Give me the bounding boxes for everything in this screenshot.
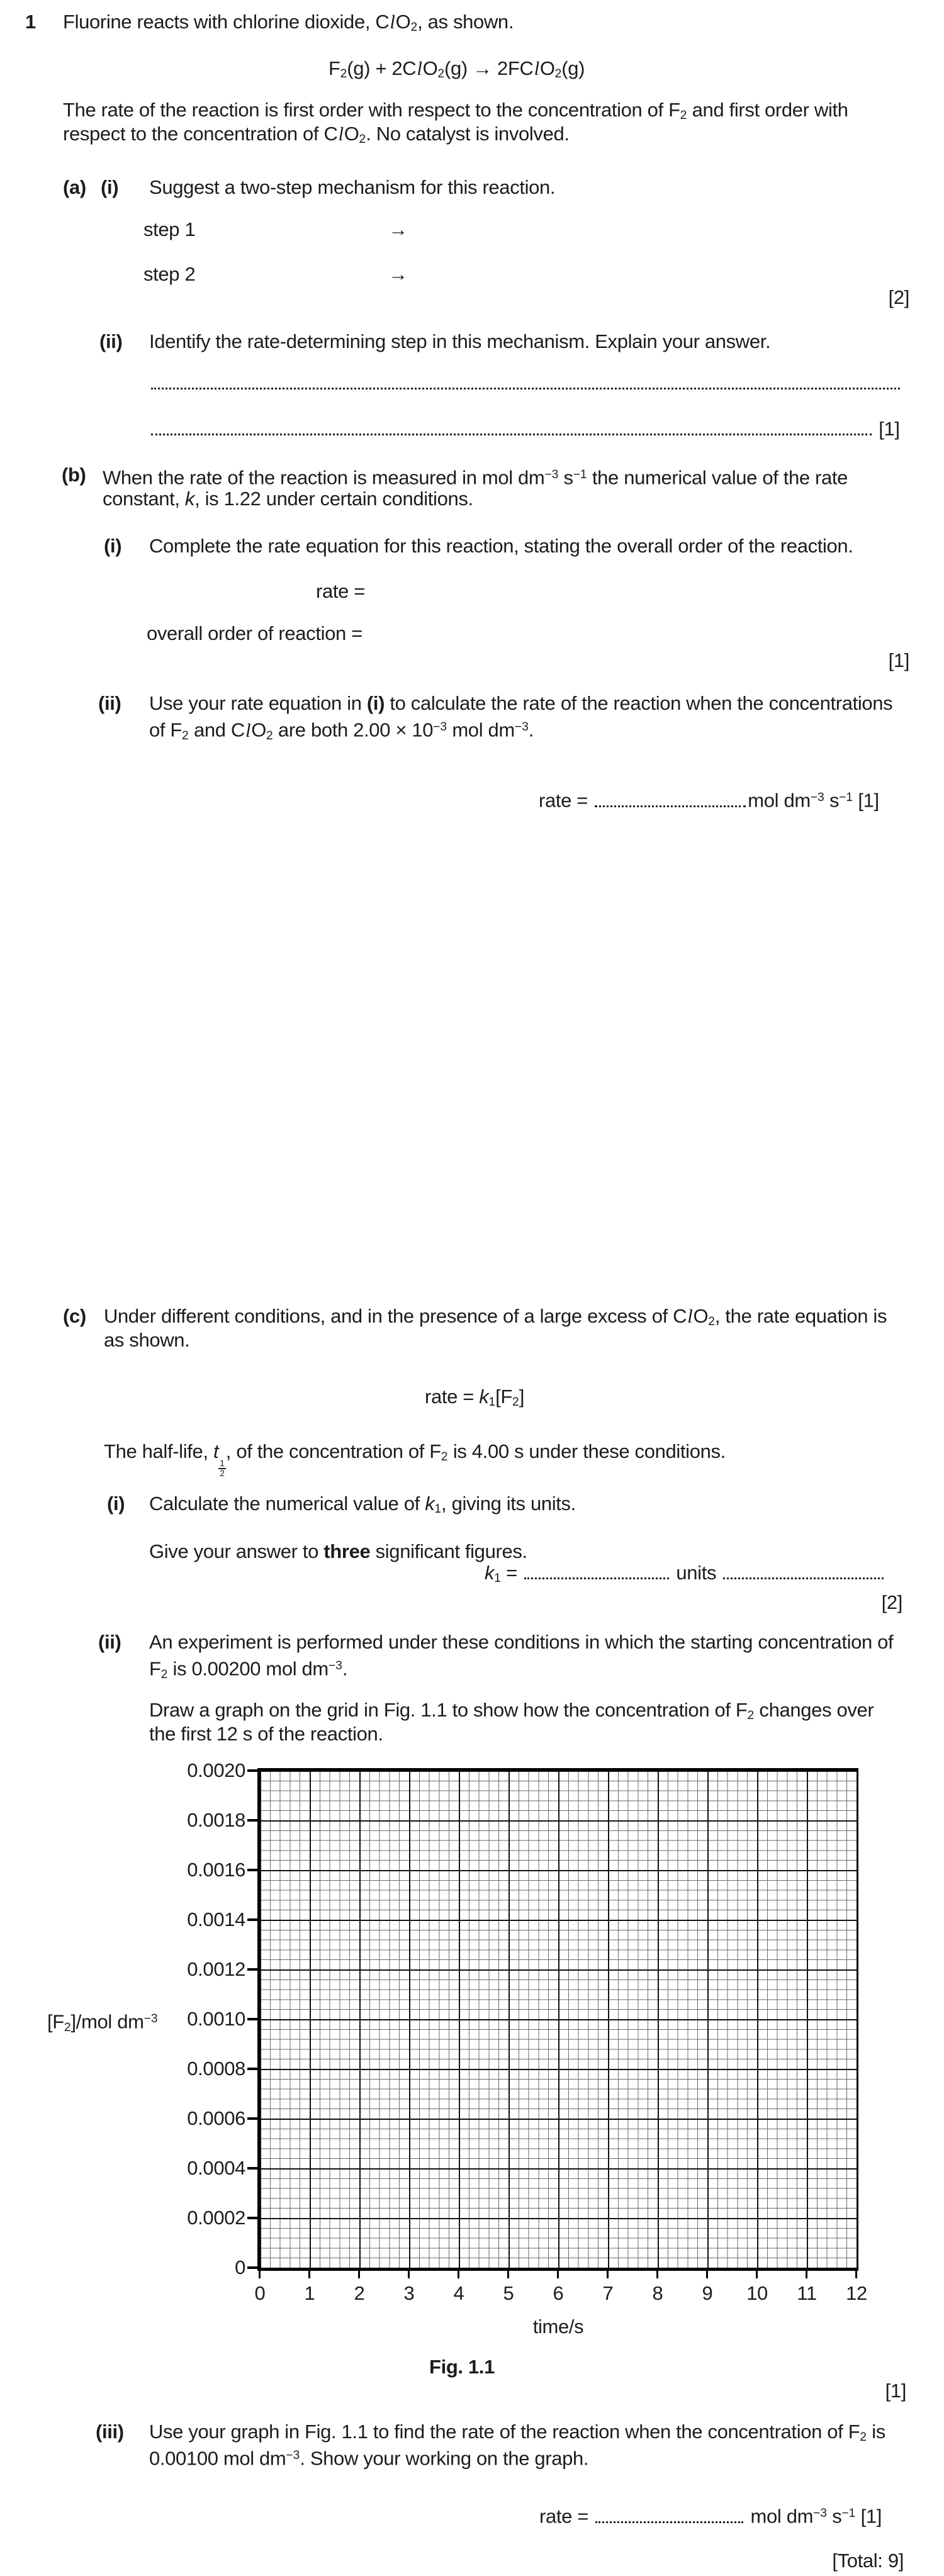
part-a-i-prompt: Suggest a two-step mechanism for this reaction. — [149, 176, 556, 198]
x-axis-tick-label: 7 — [602, 2282, 614, 2304]
y-axis-tick — [247, 2018, 258, 2020]
y-axis-tick-label: 0.0008 — [187, 2058, 245, 2080]
x-axis-tick-label: 8 — [652, 2282, 663, 2304]
x-axis-tick-label: 2 — [354, 2282, 365, 2304]
y-axis-tick — [247, 1819, 258, 1822]
part-c-label: (c) — [63, 1305, 86, 1327]
part-b-line-2: constant, k, is 1.22 under certain conditions. — [103, 488, 473, 510]
x-axis-tick-label: 12 — [846, 2282, 867, 2304]
x-axis-tick-label: 4 — [453, 2282, 464, 2304]
part-b-i-marks: [1] — [888, 649, 909, 671]
part-a-i-label: (i) — [101, 176, 119, 198]
x-axis-tick — [607, 2271, 609, 2278]
x-axis-tick — [706, 2271, 708, 2278]
part-b-i-prompt: Complete the rate equation for this reaction, stating the overall order of the reaction. — [149, 535, 853, 557]
question-number: 1 — [25, 11, 36, 33]
y-axis-tick-label: 0.0012 — [187, 1958, 245, 1980]
graph-grid — [257, 1768, 858, 2271]
sig-figs-line: Give your answer to three significant figures. — [149, 1540, 527, 1562]
x-axis-tick — [806, 2271, 807, 2278]
y-axis-tick — [247, 1769, 258, 1772]
part-c-iii-line-1: Use your graph in Fig. 1.1 to find the rate of the reaction when the concentration of $F_2$ is — [149, 2421, 885, 2444]
x-axis-tick — [756, 2271, 758, 2278]
y-axis-tick — [247, 2068, 258, 2070]
x-axis-tick — [557, 2271, 559, 2278]
x-axis-tick-label: 1 — [304, 2282, 315, 2304]
x-axis-tick — [308, 2271, 310, 2278]
part-c-ii-line-3: Draw a graph on the grid in Fig. 1.1 to show how the concentration of $F_2$ changes over — [149, 1699, 874, 1723]
step-2-arrow-icon: → — [388, 263, 408, 285]
part-a-ii-prompt: Identify the rate-determining step in this mechanism. Explain your answer. — [149, 330, 771, 352]
part-b-i-label: (i) — [104, 535, 122, 557]
step-1-label: step 1 — [143, 218, 196, 240]
x-axis-tick-label: 5 — [503, 2282, 514, 2304]
k1-answer-line: $k_1$ = units — [485, 1561, 885, 1591]
x-axis-tick-label: 6 — [553, 2282, 564, 2304]
y-axis-tick-label: 0.0018 — [187, 1809, 245, 1831]
y-axis-tick — [247, 1869, 258, 1871]
x-axis-tick — [259, 2271, 261, 2278]
x-axis-tick-label: 9 — [702, 2282, 713, 2304]
x-axis-tick — [458, 2271, 459, 2278]
part-b-label: (b) — [62, 464, 86, 486]
y-axis-tick — [247, 2266, 258, 2269]
y-axis-tick-label: 0.0020 — [187, 1759, 245, 1781]
part-b-ii-answer-line: rate = mol $dm^{-3}$ $s^{-1}$ [1] — [539, 789, 879, 812]
y-axis-tick-label: 0.0004 — [187, 2157, 245, 2179]
step-1-arrow-icon: → — [388, 218, 408, 240]
y-axis-tick — [247, 2117, 258, 2120]
y-axis-tick — [247, 2217, 258, 2219]
part-a-ii-label: (ii) — [99, 330, 123, 352]
part-c-ii-line-1: An experiment is performed under these conditions in which the starting concentration of — [149, 1631, 894, 1653]
x-axis-label: time/s — [532, 2316, 584, 2338]
part-c-ii-line-4: the first 12 s of the reaction. — [149, 1723, 383, 1745]
figure-marks: [1] — [885, 2380, 906, 2402]
part-c-ii-label: (ii) — [98, 1631, 121, 1653]
y-axis-tick — [247, 2167, 258, 2170]
answer-dotted-line: [1] — [149, 417, 900, 441]
intro-line-3: respect to the concentration of ClO$_2$. No catalyst is involved. — [63, 123, 570, 147]
rate-equation-label: rate = — [316, 580, 366, 602]
part-c-ii-line-2: $F_2$ is 0.00200 mol $dm^{-3}$. — [149, 1657, 348, 1681]
half-life-line: The half-life, t $\frac{1}{2}$ , of the concentration of $F_2$ is 4.00 s under these conditions. — [104, 1440, 726, 1479]
part-c-line-2: as shown. — [104, 1329, 190, 1351]
overall-order-label: overall order of reaction = — [147, 622, 362, 644]
y-axis-tick-label: 0.0016 — [187, 1859, 245, 1881]
x-axis-tick — [507, 2271, 509, 2278]
y-axis-tick-label: 0.0010 — [187, 2008, 245, 2030]
y-axis-tick-label: 0.0006 — [187, 2107, 245, 2129]
part-b-ii-line-2: of $F_2$ and ClO$_2$ are both $2.00 \times 10^{-3}$ mol $dm^{-3}$. — [149, 719, 534, 742]
part-a-i-marks: [2] — [888, 286, 909, 308]
part-c-i-marks: [2] — [881, 1591, 902, 1613]
part-c-i-prompt: Calculate the numerical value of $k_1$, giving its units. — [149, 1492, 576, 1516]
y-axis-tick — [247, 1918, 258, 1921]
part-c-iii-label: (iii) — [96, 2421, 124, 2443]
part-c-line-1: Under different conditions, and in the presence of a large excess of ClO$_2$, the rate equation is — [104, 1305, 887, 1329]
part-c-i-label: (i) — [107, 1492, 125, 1515]
part-c-iii-line-2: 0.00100 mol $dm^{-3}$. Show your working on the graph. — [149, 2447, 589, 2470]
part-a-label: (a) — [63, 176, 86, 198]
part-b-line-1: When the rate of the reaction is measured in mol $dm^{-3}$ $s^{-1}$ the numerical value of the rate — [103, 466, 848, 489]
y-axis-tick — [247, 1968, 258, 1971]
y-axis-tick-label: 0.0002 — [187, 2207, 245, 2229]
step-2-label: step 2 — [143, 263, 196, 285]
figure-caption: Fig. 1.1 — [429, 2356, 495, 2378]
y-axis-tick-label: 0.0014 — [187, 1908, 245, 1930]
x-axis-tick — [656, 2271, 658, 2278]
x-axis-tick-label: 10 — [746, 2282, 768, 2304]
y-axis-label: $[F_2]$/mol $dm^{-3}$ — [47, 2010, 158, 2034]
x-axis-tick-label: 3 — [403, 2282, 415, 2304]
x-axis-tick — [358, 2271, 360, 2278]
intro-line-1: Fluorine reacts with chlorine dioxide, ClO$_2$, as shown. — [63, 11, 514, 35]
answer-dotted-line — [149, 371, 902, 395]
x-axis-tick-label: 11 — [797, 2282, 817, 2304]
y-axis-tick-label: 0 — [235, 2256, 245, 2278]
x-axis-tick-label: 0 — [254, 2282, 266, 2304]
total-marks: [Total: 9] — [832, 2550, 904, 2572]
part-b-ii-line-1: Use your rate equation in (i) to calculate the rate of the reaction when the concentrations — [149, 692, 893, 714]
reaction-equation: $F_2(g) + 2ClO_2(g)$ → 2FClO$_2$(g) — [329, 57, 585, 81]
part-b-ii-label: (ii) — [98, 692, 121, 714]
part-c-iii-answer-line: rate = mol $dm^{-3}$ $s^{-1}$ [1] — [539, 2505, 882, 2528]
x-axis-tick — [855, 2271, 857, 2278]
x-axis-tick — [408, 2271, 410, 2278]
intro-line-2: The rate of the reaction is first order with respect to the concentration of $F_2$ and first order with — [63, 99, 848, 123]
part-c-rate-equation: rate = $k_1[F_2]$ — [425, 1386, 524, 1409]
